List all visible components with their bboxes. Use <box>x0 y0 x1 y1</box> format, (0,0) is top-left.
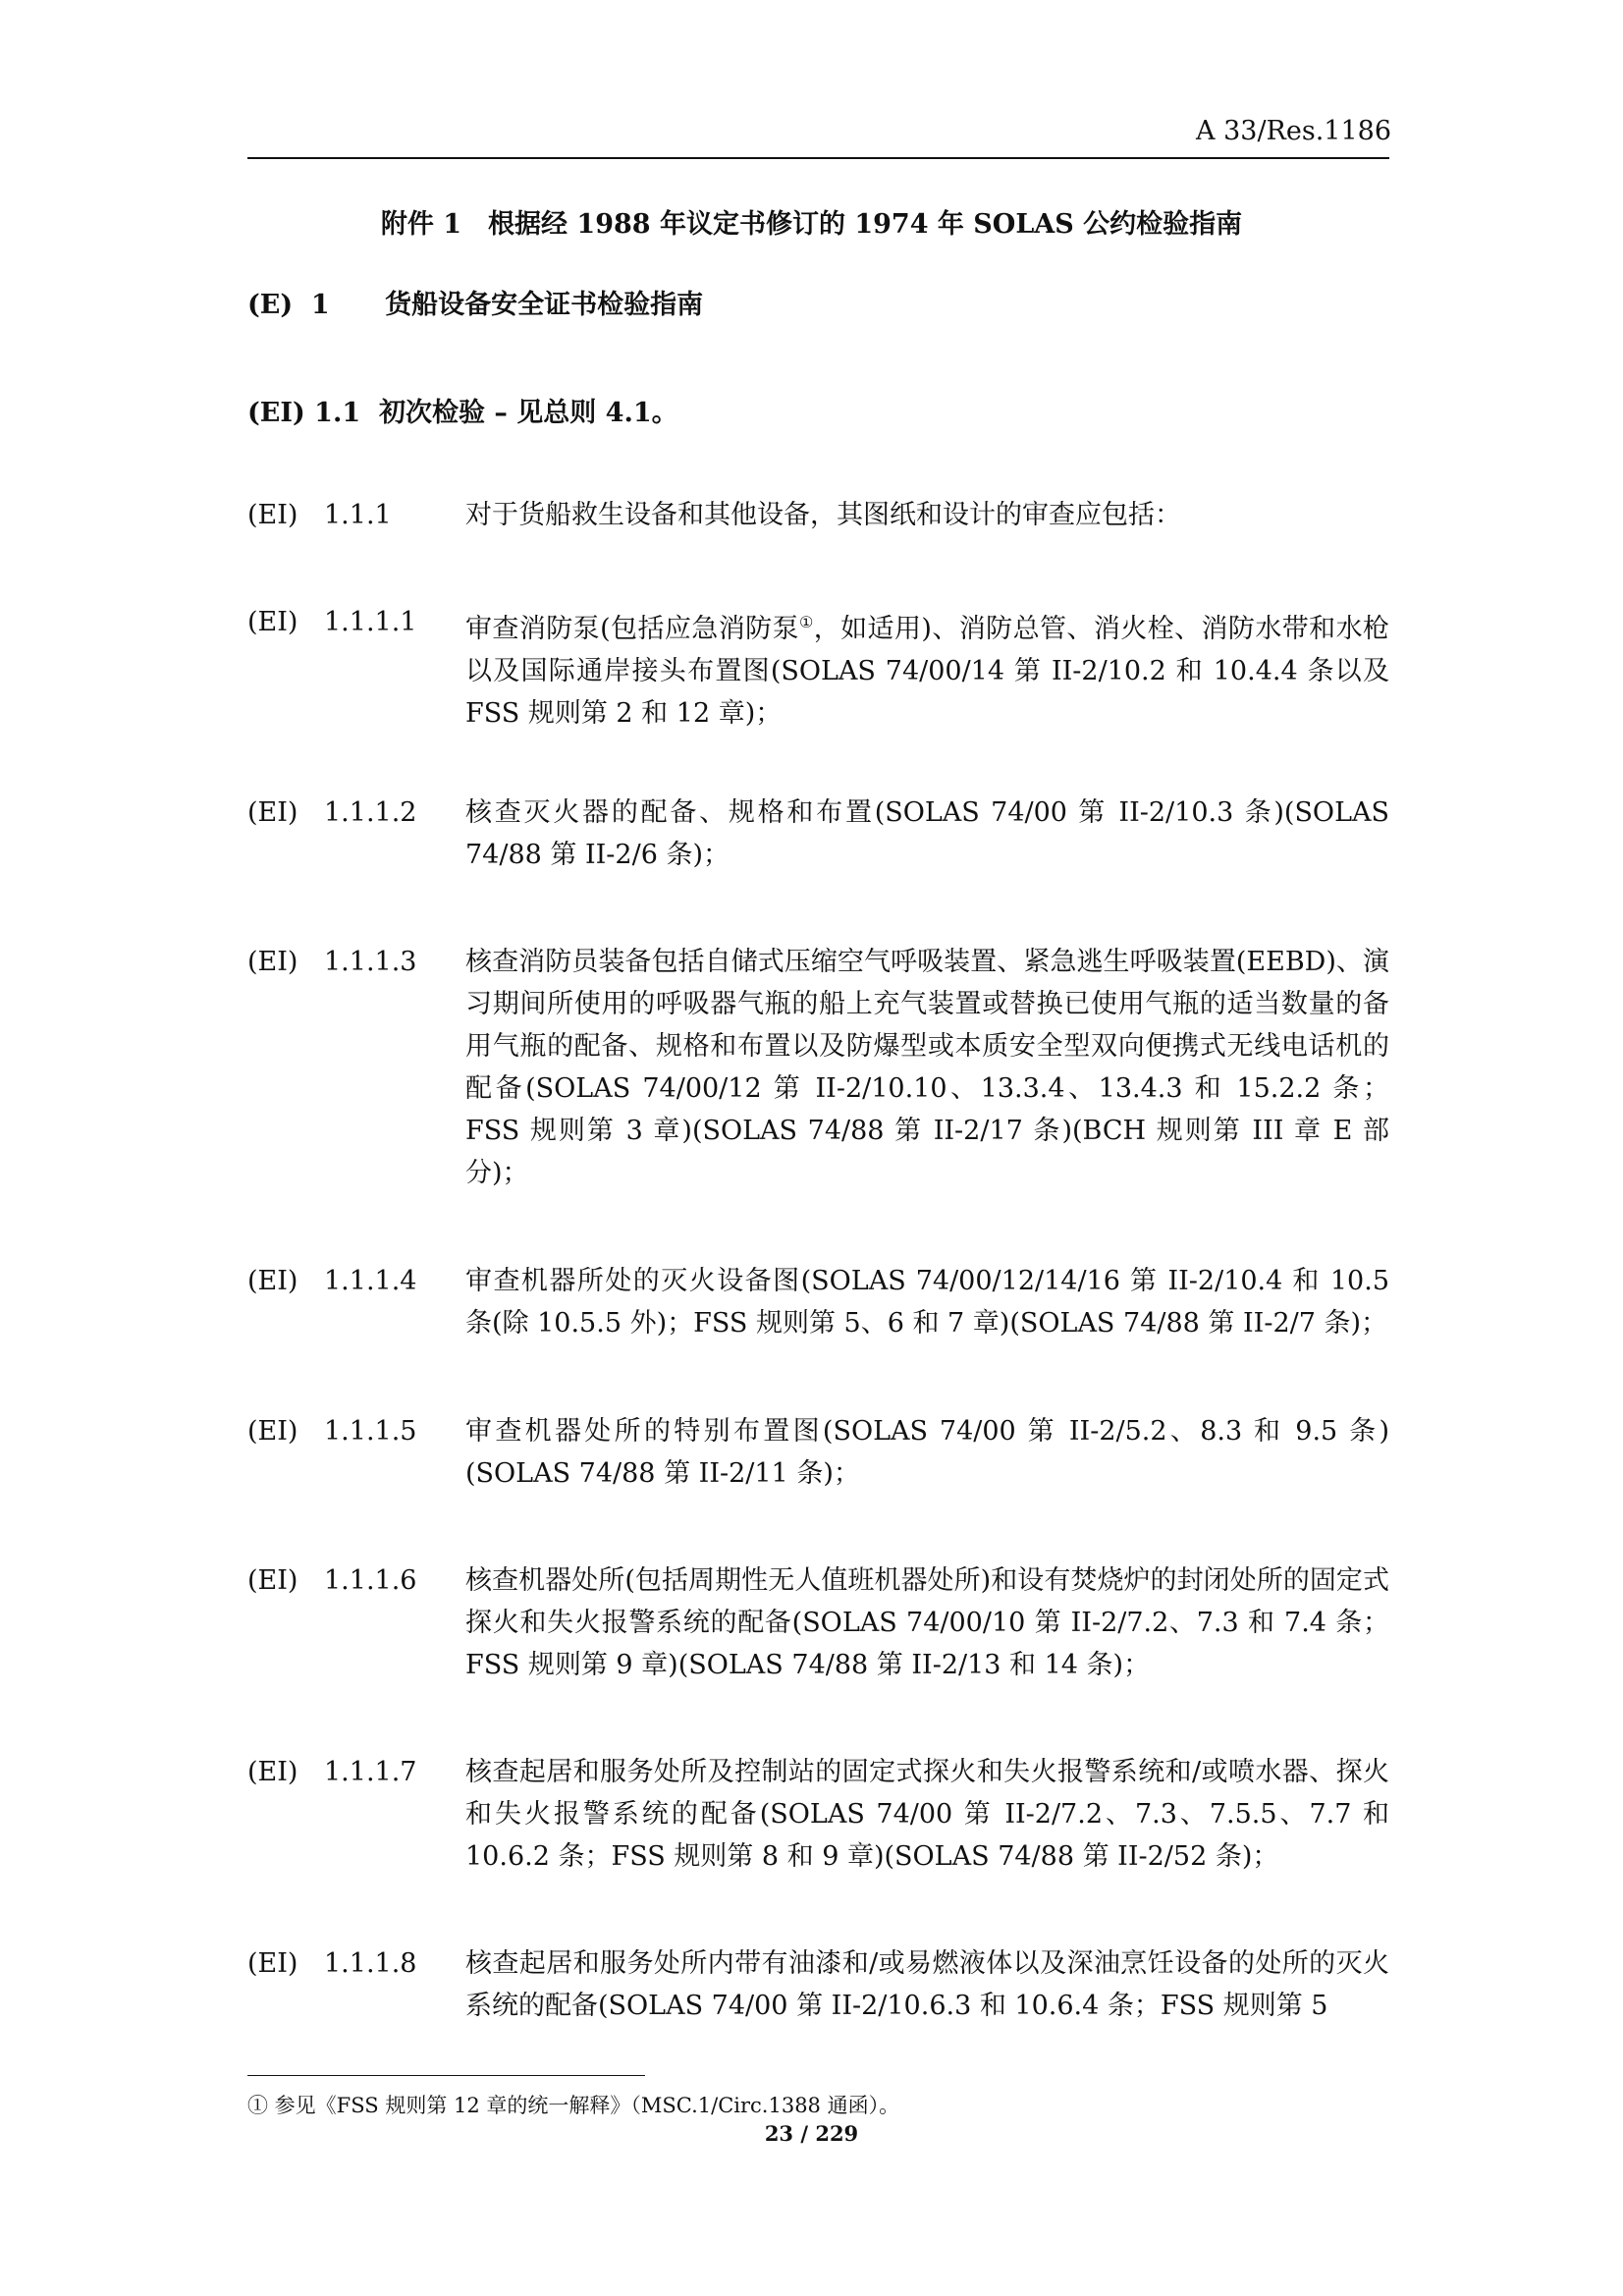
item-text <box>465 601 1389 735</box>
item-number: 1.1.1 <box>324 500 392 530</box>
item-number: 1.1.1.3 <box>324 947 417 977</box>
list-item-1-1-1-5 <box>247 1410 1389 1495</box>
header-rule <box>247 157 1389 159</box>
document-reference: A 33/Res.1186 <box>1196 116 1391 146</box>
list-item-1-1-1 <box>247 494 1389 536</box>
item-tag: (EI) <box>247 947 298 977</box>
item-number: 1.1.1.8 <box>324 1948 417 1979</box>
footnote-rule <box>247 2075 645 2076</box>
item-text: 核查灭火器的配备、规格和布置(SOLAS 74/00 第 II-2/10.3 条)(SOLAS 74/88 第 II-2/6 条)； <box>465 797 1389 870</box>
list-item-1-1-1-3 <box>247 941 1389 1194</box>
item-tag: (EI) <box>247 1757 298 1787</box>
subsection-heading <box>247 391 678 429</box>
list-item-1-1-1-6 <box>247 1559 1389 1686</box>
section-title: 货船设备安全证书检验指南 <box>385 290 704 320</box>
annex-title: 附件 1 根据经 1988 年议定书修订的 1974 年 SOLAS 公约检验指南 <box>380 209 1243 240</box>
footnote-mark[interactable]: ① <box>798 613 814 631</box>
item-tag: (EI) <box>247 1416 298 1447</box>
section-label: (E) 1 <box>247 290 330 320</box>
item-number: 1.1.1.4 <box>324 1266 417 1296</box>
item-tag: (EI) <box>247 797 298 828</box>
item-tag: (EI) <box>247 500 298 530</box>
item-tag: (EI) <box>247 1948 298 1979</box>
item-number: 1.1.1.2 <box>324 797 417 828</box>
list-item-1-1-1-4 <box>247 1260 1389 1344</box>
list-item-1-1-1-1 <box>247 601 1389 735</box>
item-number: 1.1.1.1 <box>324 607 417 637</box>
item-text: 对于货船救生设备和其他设备，其图纸和设计的审查应包括： <box>465 500 1181 530</box>
item-text-before: 审查消防泵(包括应急消防泵 <box>465 614 799 644</box>
list-item-1-1-1-8 <box>247 1942 1389 2027</box>
item-text-after: ，如适用)、消防总管、消火栓、消防水带和水枪以及国际通岸接头布置图(SOLAS 74/00/14 第 II-2/10.2 和 10.4.4 条以及 FSS 规则第 2 和 12 章)； <box>465 614 1389 729</box>
subsection-title: 初次检验 – 见总则 4.1。 <box>378 398 678 428</box>
item-text: 核查消防员装备包括自储式压缩空气呼吸装置、紧急逃生呼吸装置(EEBD)、演习期间所使用的呼吸器气瓶的船上充气装置或替换已使用气瓶的适当数量的备用气瓶的配备、规格和布置以及防爆型或本质安全型双向便携式无线电话机的配备(SOLAS 74/00/12 第 II-2/10.10、13.3.4、13.4.3 和 15.2.2 条；FSS 规则第 3 章)(SOLAS 74/88 第 II-2/17 条)(BCH 规则第 III 章 E 部分)； <box>465 947 1389 1188</box>
section-heading <box>247 283 703 321</box>
subsection-label: (EI) 1.1 <box>247 398 361 428</box>
item-tag: (EI) <box>247 1266 298 1296</box>
item-text: 核查起居和服务处所内带有油漆和/或易燃液体以及深油烹饪设备的处所的灭火系统的配备(SOLAS 74/00 第 II-2/10.6.3 和 10.6.4 条；FSS 规则第 5 <box>465 1948 1389 2021</box>
list-item-1-1-1-7 <box>247 1751 1389 1878</box>
item-tag: (EI) <box>247 607 298 637</box>
item-number: 1.1.1.6 <box>324 1565 417 1596</box>
footnote: ① 参见《FSS 规则第 12 章的统一解释》（MSC.1/Circ.1388 通函）。 <box>247 2094 900 2117</box>
item-text: 审查机器所处的灭火设备图(SOLAS 74/00/12/14/16 第 II-2/10.4 和 10.5 条(除 10.5.5 外)；FSS 规则第 5、6 和 7 章)(SOLAS 74/88 第 II-2/7 条)； <box>465 1266 1389 1339</box>
item-text: 核查起居和服务处所及控制站的固定式探火和失火报警系统和/或喷水器、探火和失火报警系统的配备(SOLAS 74/00 第 II-2/7.2、7.3、7.5.5、7.7 和 10.6.2 条；FSS 规则第 8 和 9 章)(SOLAS 74/88 第 II-2/52 条)； <box>465 1757 1389 1872</box>
page-number: 23 / 229 <box>764 2121 859 2146</box>
list-item-1-1-1-2 <box>247 792 1389 876</box>
item-number: 1.1.1.7 <box>324 1757 417 1787</box>
item-tag: (EI) <box>247 1565 298 1596</box>
item-text: 审查机器处所的特别布置图(SOLAS 74/00 第 II-2/5.2、8.3 和 9.5 条)(SOLAS 74/88 第 II-2/11 条)； <box>465 1416 1389 1489</box>
item-text: 核查机器处所(包括周期性无人值班机器处所)和设有焚烧炉的封闭处所的固定式探火和失火报警系统的配备(SOLAS 74/00/10 第 II-2/7.2、7.3 和 7.4 条；FSS 规则第 9 章)(SOLAS 74/88 第 II-2/13 和 14 条)； <box>465 1565 1389 1680</box>
item-number: 1.1.1.5 <box>324 1416 417 1447</box>
